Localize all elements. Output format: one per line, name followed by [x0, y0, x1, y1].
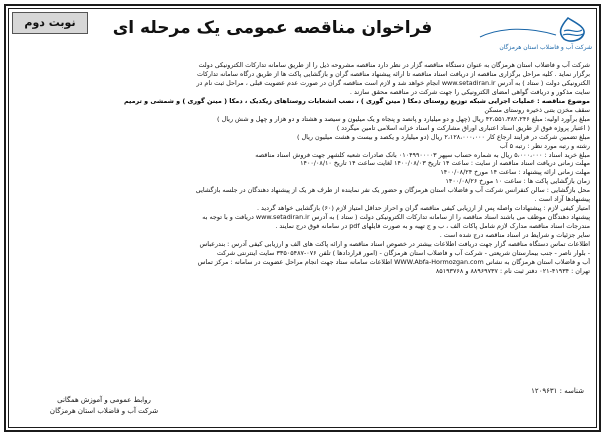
paragraph-line: رشته و رتبه مورد نظر : رتبه ۵ آب	[499, 141, 590, 150]
paragraph-line: مهلت زمانی ارائه پیشنهاد : ساعت ۱۴ مورخ ۱۴۰۰/۰۸/۲۴	[440, 168, 590, 177]
water-drop-logo-icon	[460, 15, 592, 45]
paragraph-line: پیشنهاد دهندگان موظف می باشند اسناد مناقصه را از سامانه تدارکات الکترونیکی دولت ( ستاد ) به آدرس www.setadiran.ir دریافت و با توجه به	[202, 213, 590, 222]
paragraph-line: الکترونیکی دولت ( ستاد ) به آدرس www.setadiran.ir انجام خواهد شد و لازم است مناقصه گران در صورت عدم عضویت قبلی ، مراحل ثبت نام در	[196, 78, 590, 87]
announcement-code: شناسه : ۱۲۰۹۶۳۱	[531, 387, 584, 395]
paragraph-line: آب و فاضلاب استان هرمزگان به نشانی WWW.Abfa-Hormozgan.com اطلاعات سامانه ستاد جهت انجام مراحل عضویت در سامانه : مرکز تماس	[197, 257, 590, 266]
page-title: فراخوان مناقصه عمومی یک مرحله ای	[112, 18, 433, 38]
paragraph-line: مبلغ برآورد اولیه: مبلغ ۴۲،۵۵۱،۳۸۲،۲۴۶ ریال (چهل و دو میلیارد و پانصد و پنجاه و یک میلیون و سیصد و هشتاد و دو هزار و چهل و شش ریال )	[217, 114, 590, 123]
logo	[460, 15, 592, 59]
paragraph-line: زمان بازگشایی پاکت ها : ساعت ۱۰ مورخ ۱۴۰۰/۰۸/۲۶	[445, 177, 590, 186]
paragraph-line: شرکت آب و فاضلاب استان هرمزگان به عنوان دستگاه مناقصه گزار در نظر دارد مناقصه مشروحه ذیل را از طریق سامانه تدارکات الکترونیکی دولت	[198, 61, 590, 69]
logo-caption: شرکت آب و فاضلاب استان هرمزگان	[499, 44, 592, 51]
paragraph-line: مهلت زمانی دریافت اسناد مناقصه از سایت : ساعت ۱۴ تاریخ ۱۴۰۰/۰۸/۰۳ لغایت ساعت ۱۴ تاریخ ۱۴۰۰/۰۸/۱۰	[300, 159, 590, 168]
signature-line-1: روابط عمومی و آموزش همگانی	[57, 396, 151, 404]
paragraph-line: سایر جزئیات و شرایط در اسناد مناقصه درج شده است .	[439, 231, 590, 240]
paragraph-line: سایت مذکور و دریافت گواهی امضای الکترونیکی را جهت شرکت در مناقصه محقق سازند .	[349, 87, 590, 96]
paragraph-line: امتیاز کیفی لازم : پیشنهادات واصله پس از ارزیابی کیفی مناقصه گران و احراز حداقل امتیاز لازم (۶۰) بازگشایی خواهد گردید .	[256, 204, 590, 213]
paragraph-line: پیشنهادها آزاد است .	[534, 195, 590, 204]
round-badge: نوبت دوم	[12, 12, 88, 34]
inner-frame	[8, 8, 597, 428]
paragraph-line: - بلوار ناصر - جنب بیمارستان شریعتی - شرکت آب و فاضلاب استان هرمزگان - (امور قراردادها ) تلفن ۰۷۶-۳۳۵۰۵۴۸۷ سایت اینترنتی شرکت	[216, 249, 590, 258]
announcement-body	[15, 61, 590, 276]
paragraph-line: برگزار نماید . کلیه مراحل برگزاری مناقصه از دریافت اسناد مناقصه تا ارائه پیشنهاد مناقصه گران و بازگشایی پاکت ها از طریق درگاه سامانه تدارکات	[197, 69, 590, 78]
paragraph-line: مبلغ خرید اسناد : ۵،۰۰۰،۰۰۰ ریال به شماره حساب سپهر ۰۱۰۴۹۹۰۰۰۰۳ بانک صادرات شعبه کلشهر جهت فروش اسناد مناقصه	[255, 150, 590, 159]
paragraph-line: ( اعتبار پروژه فوق از طریق اسناد اعتباری اوراق مشارکت و اسناد خزانه اسلامی تامین میگردد )	[336, 123, 590, 132]
paragraph-line: مبلغ تضمین شرکت در فرایند ارجاع کار ۲،۱۲۸،۰۰۰،۰۰۰ ریال (دو میلیارد و یکصد و بیست و هشت میلیون ریال )	[297, 132, 590, 141]
signature-line-2: شرکت آب و فاضلاب استان هرمزگان	[49, 407, 159, 415]
paragraph-line: محل بازگشایی : سالن کنفرانس شرکت آب و فاضلاب استان هرمزگان و حضور یک نفر نماینده از طرف هر یک از پیشنهاد دهندگان در جلسه بازگشایی	[195, 186, 590, 195]
paragraph-line: سقف مخزن بتنی ذخیره روستای مسکن	[484, 105, 590, 114]
paragraph-line: موضوع مناقصه : عملیات اجرایی شبکه توزیع روستای دمکا ( مینن گوری ) ، نصب انشعابات روستاهای زیکدیک ، دمکا ( مینن گوری ) و شمشی و ترمیم	[123, 96, 590, 105]
signature-block	[19, 395, 189, 417]
paragraph-line: تهران : ۴۱۹۳۴-۰۲۱ دفتر ثبت نام : ۸۸۹۶۹۷۳۷ و ۸۵۱۹۳۷۶۸	[435, 266, 590, 275]
paragraph-line: مندرجات اسناد مناقصه مدارک لازم شامل پاکات الف ، ب و ج تهیه و به صورت فایلهای pdf در سامانه فوق درج نمایند .	[275, 222, 590, 231]
header	[9, 9, 596, 59]
paragraph-line: اطلاعات تماس دستگاه مناقصه گزار جهت دریافت اطلاعات بیشتر در خصوص اسناد مناقصه و ارائه پاکت های الف و ارزیابی کیفی آدرس : بندرعباس	[199, 240, 590, 249]
outer-frame	[4, 4, 601, 432]
